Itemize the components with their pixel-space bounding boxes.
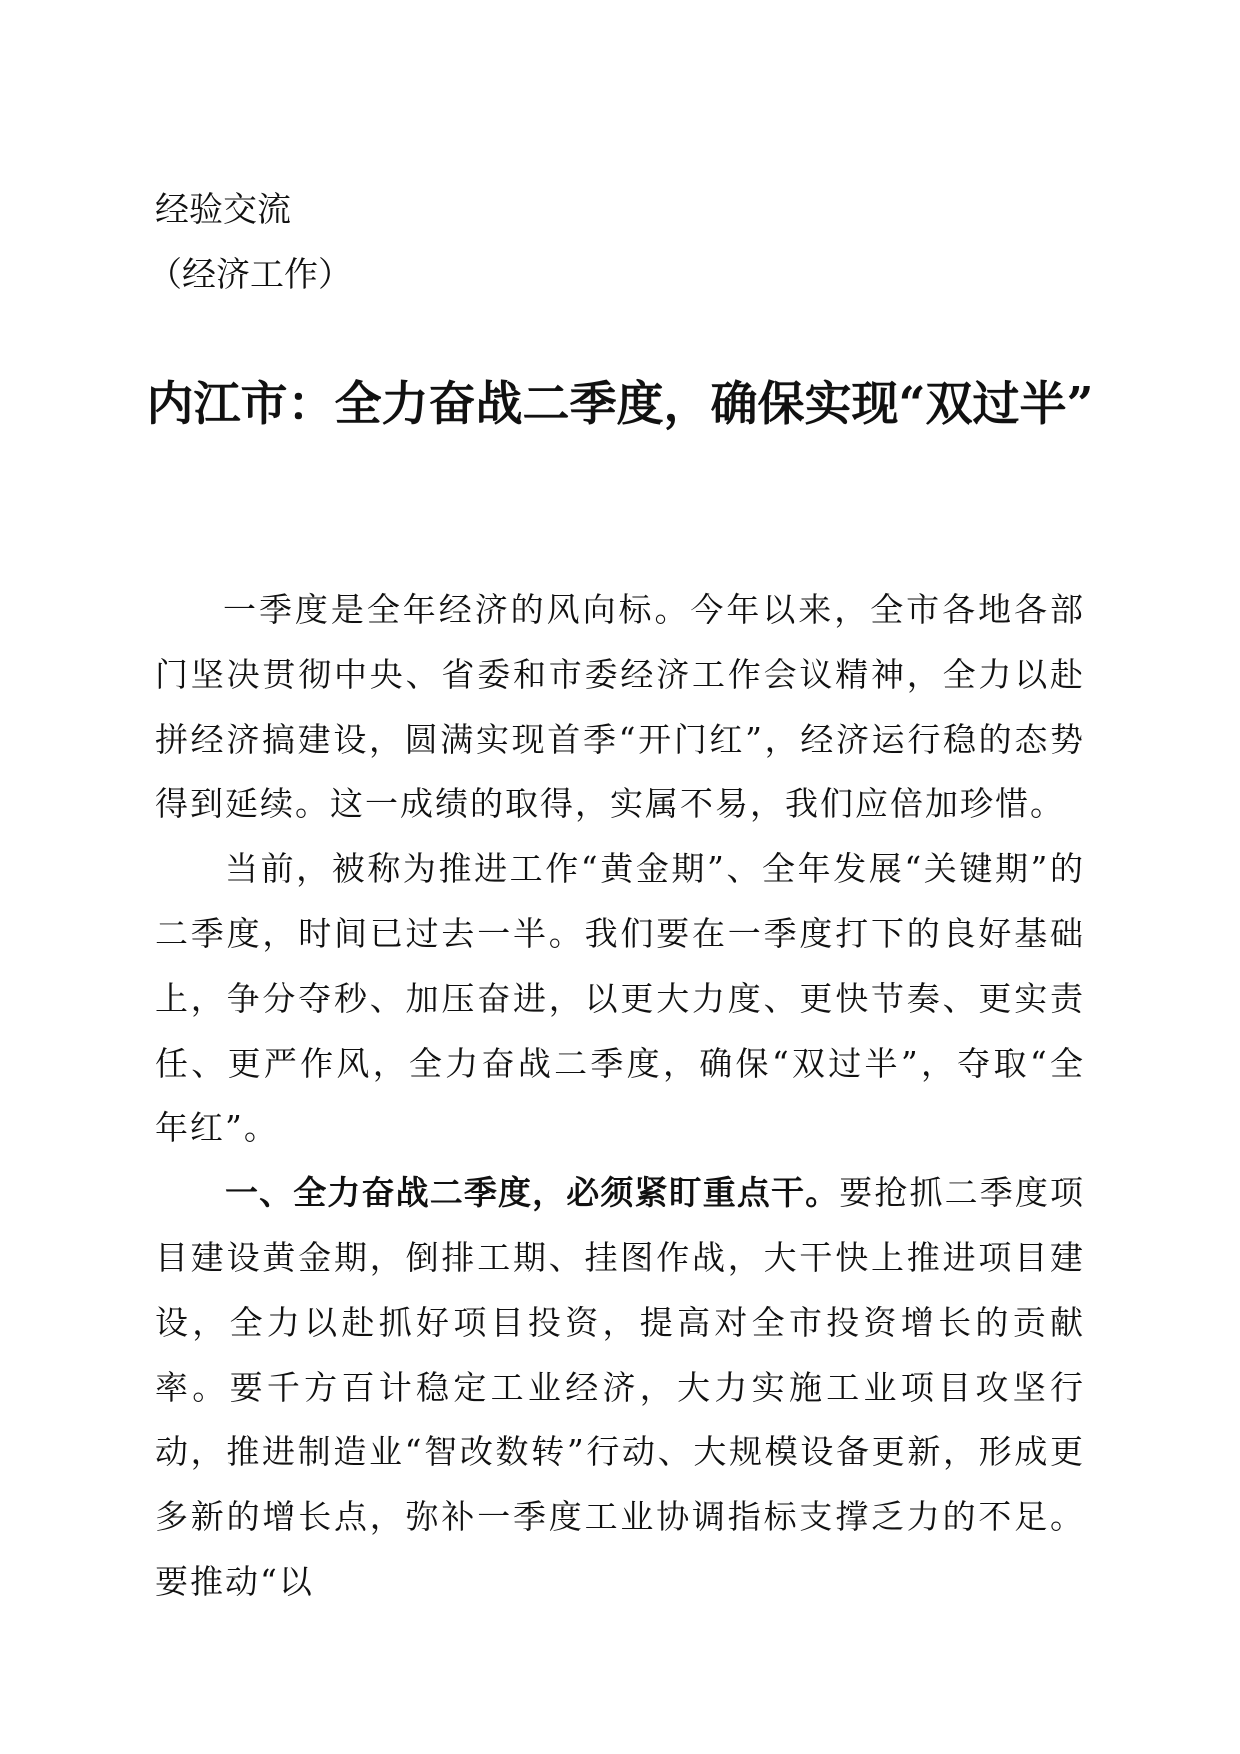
article-title: 内江市：全力奋战二季度，确保实现“双过半” [146,377,1094,432]
paragraph-intro: 一季度是全年经济的风向标。今年以来，全市各地各部门坚决贯彻中央、省委和市委经济工作会议精神，全力以赴拼经济搞建设，圆满实现首季“开门红”，经济运行稳的态势得到延续。这一成绩的取得，实属不易，我们应倍加珍惜。 [155,590,1085,824]
section-heading: 一、全力奋战二季度，必须紧盯重点干。 [225,1173,840,1213]
article-body [155,578,1085,1615]
category-label: 经验交流 [155,190,291,230]
paragraph-section-one [155,1161,1085,1615]
subcategory-label: （经济工作） [148,255,352,295]
section-text: 要抢抓二季度项目建设黄金期，倒排工期、挂图作战，大干快上推进项目建设，全力以赴抓好项目投资，提高对全市投资增长的贡献率。要千方百计稳定工业经济，大力实施工业项目攻坚行动，推进制造业“智改数转”行动、大规模设备更新，形成更多新的增长点，弥补一季度工业协调指标支撑乏力的不足。要推动“以 [155,1173,1085,1601]
paragraph-current: 当前，被称为推进工作“黄金期”、全年发展“关键期”的二季度，时间已过去一半。我们要在一季度打下的良好基础上，争分夺秒、加压奋进，以更大力度、更快节奏、更实责任、更严作风，全力奋战二季度，确保“双过半”，夺取“全年红”。 [155,849,1085,1148]
